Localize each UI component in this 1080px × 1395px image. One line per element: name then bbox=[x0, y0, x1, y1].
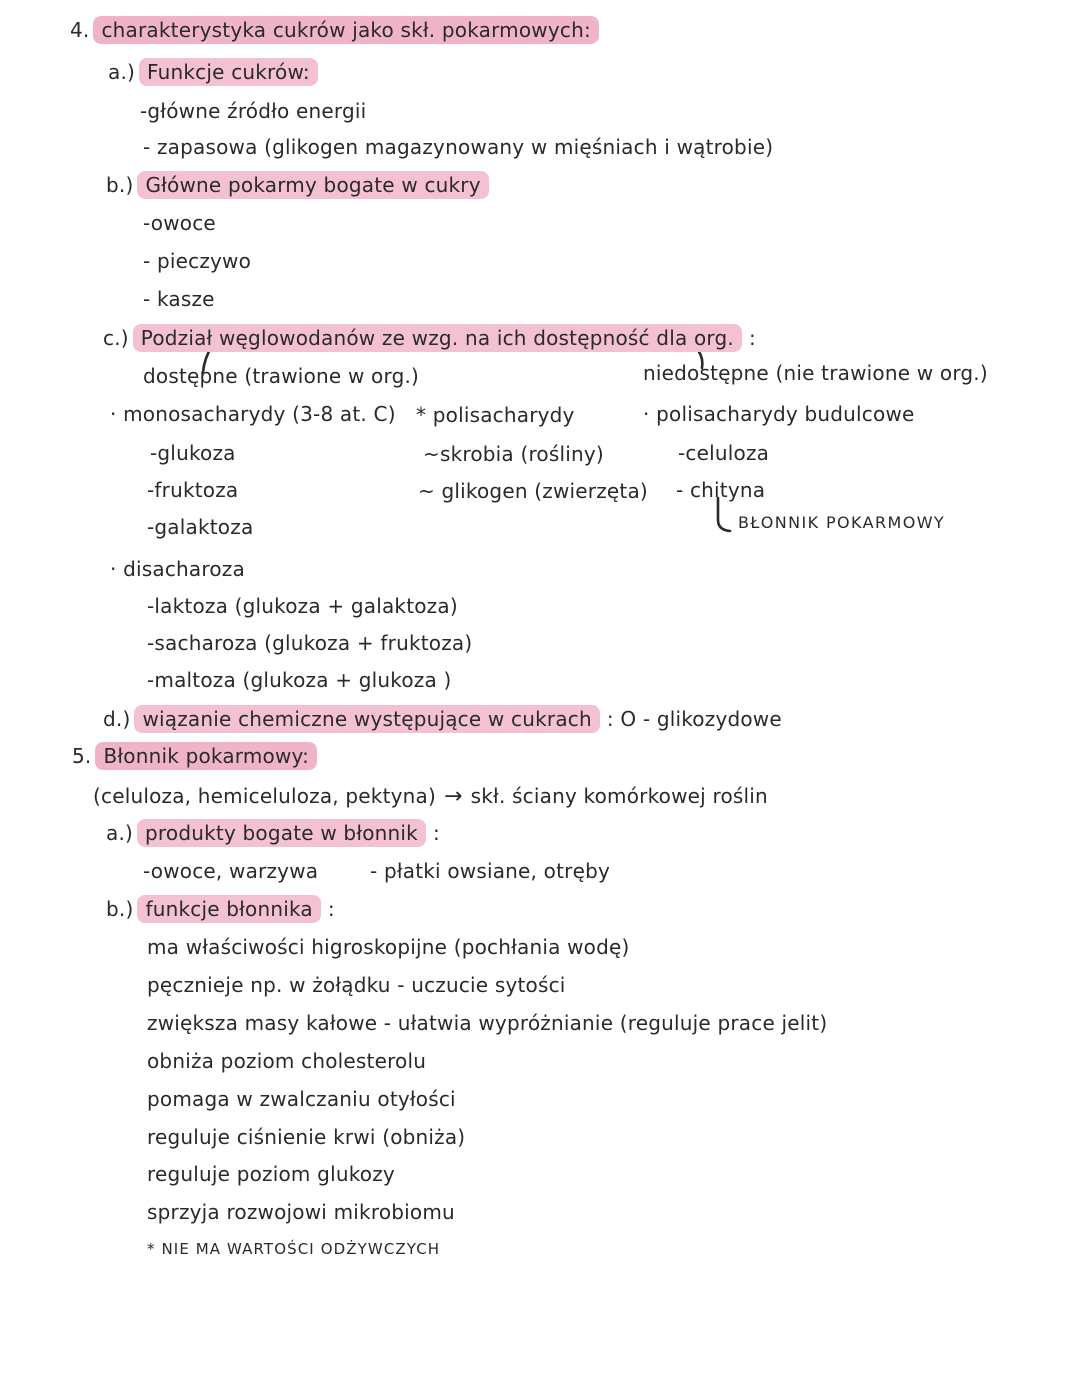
item5-definition: (celuloza, hemiceluloza, pektyna) bbox=[93, 784, 437, 808]
item4b-label: b.) bbox=[106, 173, 134, 197]
item5b-function-1: ma właściwości higroskopijne (pochłania wodę) bbox=[147, 935, 630, 959]
item5b-function-6: reguluje ciśnienie krwi (obniża) bbox=[147, 1125, 466, 1149]
bud-item-celuloza: -celuloza bbox=[678, 441, 770, 465]
item5a-colon: : bbox=[432, 821, 440, 845]
item4b-bullet-3: - kasze bbox=[143, 287, 215, 311]
mono-item-glukoza: -glukoza bbox=[150, 441, 236, 465]
item5b-label: b.) bbox=[106, 897, 134, 921]
item4d-answer: : O - glikozydowe bbox=[606, 707, 782, 731]
mono-item-fruktoza: -fruktoza bbox=[147, 478, 239, 502]
item5b-warning-note: * NIE MA WARTOŚCI ODŻYWCZYCH bbox=[147, 1240, 441, 1258]
bud-item-chityna: - chityna bbox=[676, 478, 766, 502]
item4a-bullet-2: - zapasowa (glikogen magazynowany w mięśniach i wątrobie) bbox=[143, 135, 774, 159]
item4a-heading: Funkcje cukrów: bbox=[139, 58, 318, 86]
item4d-heading: wiązanie chemiczne występujące w cukrach bbox=[134, 705, 599, 733]
item5b-heading: funkcje błonnika bbox=[137, 895, 320, 923]
polisacharydy-header: * polisacharydy bbox=[416, 403, 575, 427]
item5b-function-5: pomaga w zwalczaniu otyłości bbox=[147, 1087, 456, 1111]
item5b-function-7: reguluje poziom glukozy bbox=[147, 1162, 395, 1186]
item4-number: 4. bbox=[70, 18, 90, 42]
item4a-label: a.) bbox=[108, 60, 136, 84]
item4c-label: c.) bbox=[103, 326, 129, 350]
item4d-heading-line bbox=[103, 707, 782, 732]
item5b-function-8: sprzyja rozwojowi mikrobiomu bbox=[147, 1200, 455, 1224]
item5a-bullet-2: - płatki owsiane, otręby bbox=[370, 859, 611, 883]
item5b-function-2: pęcznieje np. w żołądku - uczucie sytości bbox=[147, 973, 566, 997]
monosacharydy-header: · monosacharydy (3-8 at. C) bbox=[110, 402, 396, 426]
item5b-function-4: obniża poziom cholesterolu bbox=[147, 1049, 427, 1073]
item5a-heading: produkty bogate w błonnik bbox=[137, 819, 426, 847]
item4d-label: d.) bbox=[103, 707, 131, 731]
item5a-bullet-1: -owoce, warzywa bbox=[143, 859, 319, 883]
polisacharydy-budulcowe-header: · polisacharydy budulcowe bbox=[643, 402, 915, 426]
di-item-maltoza: -maltoza (glukoza + glukoza ) bbox=[147, 668, 452, 692]
item4-title-line bbox=[70, 18, 599, 43]
mono-item-galaktoza: -galaktoza bbox=[147, 515, 254, 539]
item4b-heading: Główne pokarmy bogate w cukry bbox=[137, 171, 488, 199]
item4b-bullet-2: - pieczywo bbox=[143, 249, 252, 273]
item5a-label: a.) bbox=[106, 821, 134, 845]
item5a-heading-line bbox=[106, 821, 440, 846]
item4a-bullet-1: -główne źródło energii bbox=[140, 99, 367, 123]
item4c-colon: : bbox=[748, 326, 756, 350]
item5-title-line bbox=[72, 744, 317, 769]
item5-number: 5. bbox=[72, 744, 92, 768]
di-item-laktoza: -laktoza (glukoza + galaktoza) bbox=[147, 594, 458, 618]
item5b-heading-line bbox=[106, 897, 335, 922]
item5b-colon: : bbox=[327, 897, 335, 921]
blonnik-pokarmowy-note: BŁONNIK POKARMOWY bbox=[738, 513, 946, 532]
arrow-right-icon: → bbox=[444, 784, 463, 809]
item4c-heading-line bbox=[103, 326, 756, 351]
item5b-function-3: zwiększa masy kałowe - ułatwia wypróżnianie (reguluje prace jelit) bbox=[147, 1011, 828, 1035]
item4a-heading-line bbox=[108, 60, 318, 85]
item4b-heading-line bbox=[106, 173, 489, 198]
col-dostepne-header: dostępne (trawione w org.) bbox=[143, 364, 420, 388]
item5-heading: Błonnik pokarmowy: bbox=[95, 742, 317, 770]
col-niedostepne-header: niedostępne (nie trawione w org.) bbox=[643, 361, 988, 385]
poli-item-skrobia: ~skrobia (rośliny) bbox=[423, 442, 604, 466]
item5-definition-line bbox=[93, 783, 768, 811]
disacharoza-header: · disacharoza bbox=[110, 557, 245, 581]
item4b-bullet-1: -owoce bbox=[143, 211, 216, 235]
di-item-sacharoza: -sacharoza (glukoza + fruktoza) bbox=[147, 631, 473, 655]
poli-item-glikogen: ~ glikogen (zwierzęta) bbox=[418, 479, 648, 503]
item4c-heading: Podział węglowodanów ze wzg. na ich dostępność dla org. bbox=[133, 324, 742, 352]
item4-heading: charakterystyka cukrów jako skł. pokarmowych: bbox=[93, 16, 598, 44]
item5-definition-rest: skł. ściany komórkowej roślin bbox=[470, 784, 768, 808]
